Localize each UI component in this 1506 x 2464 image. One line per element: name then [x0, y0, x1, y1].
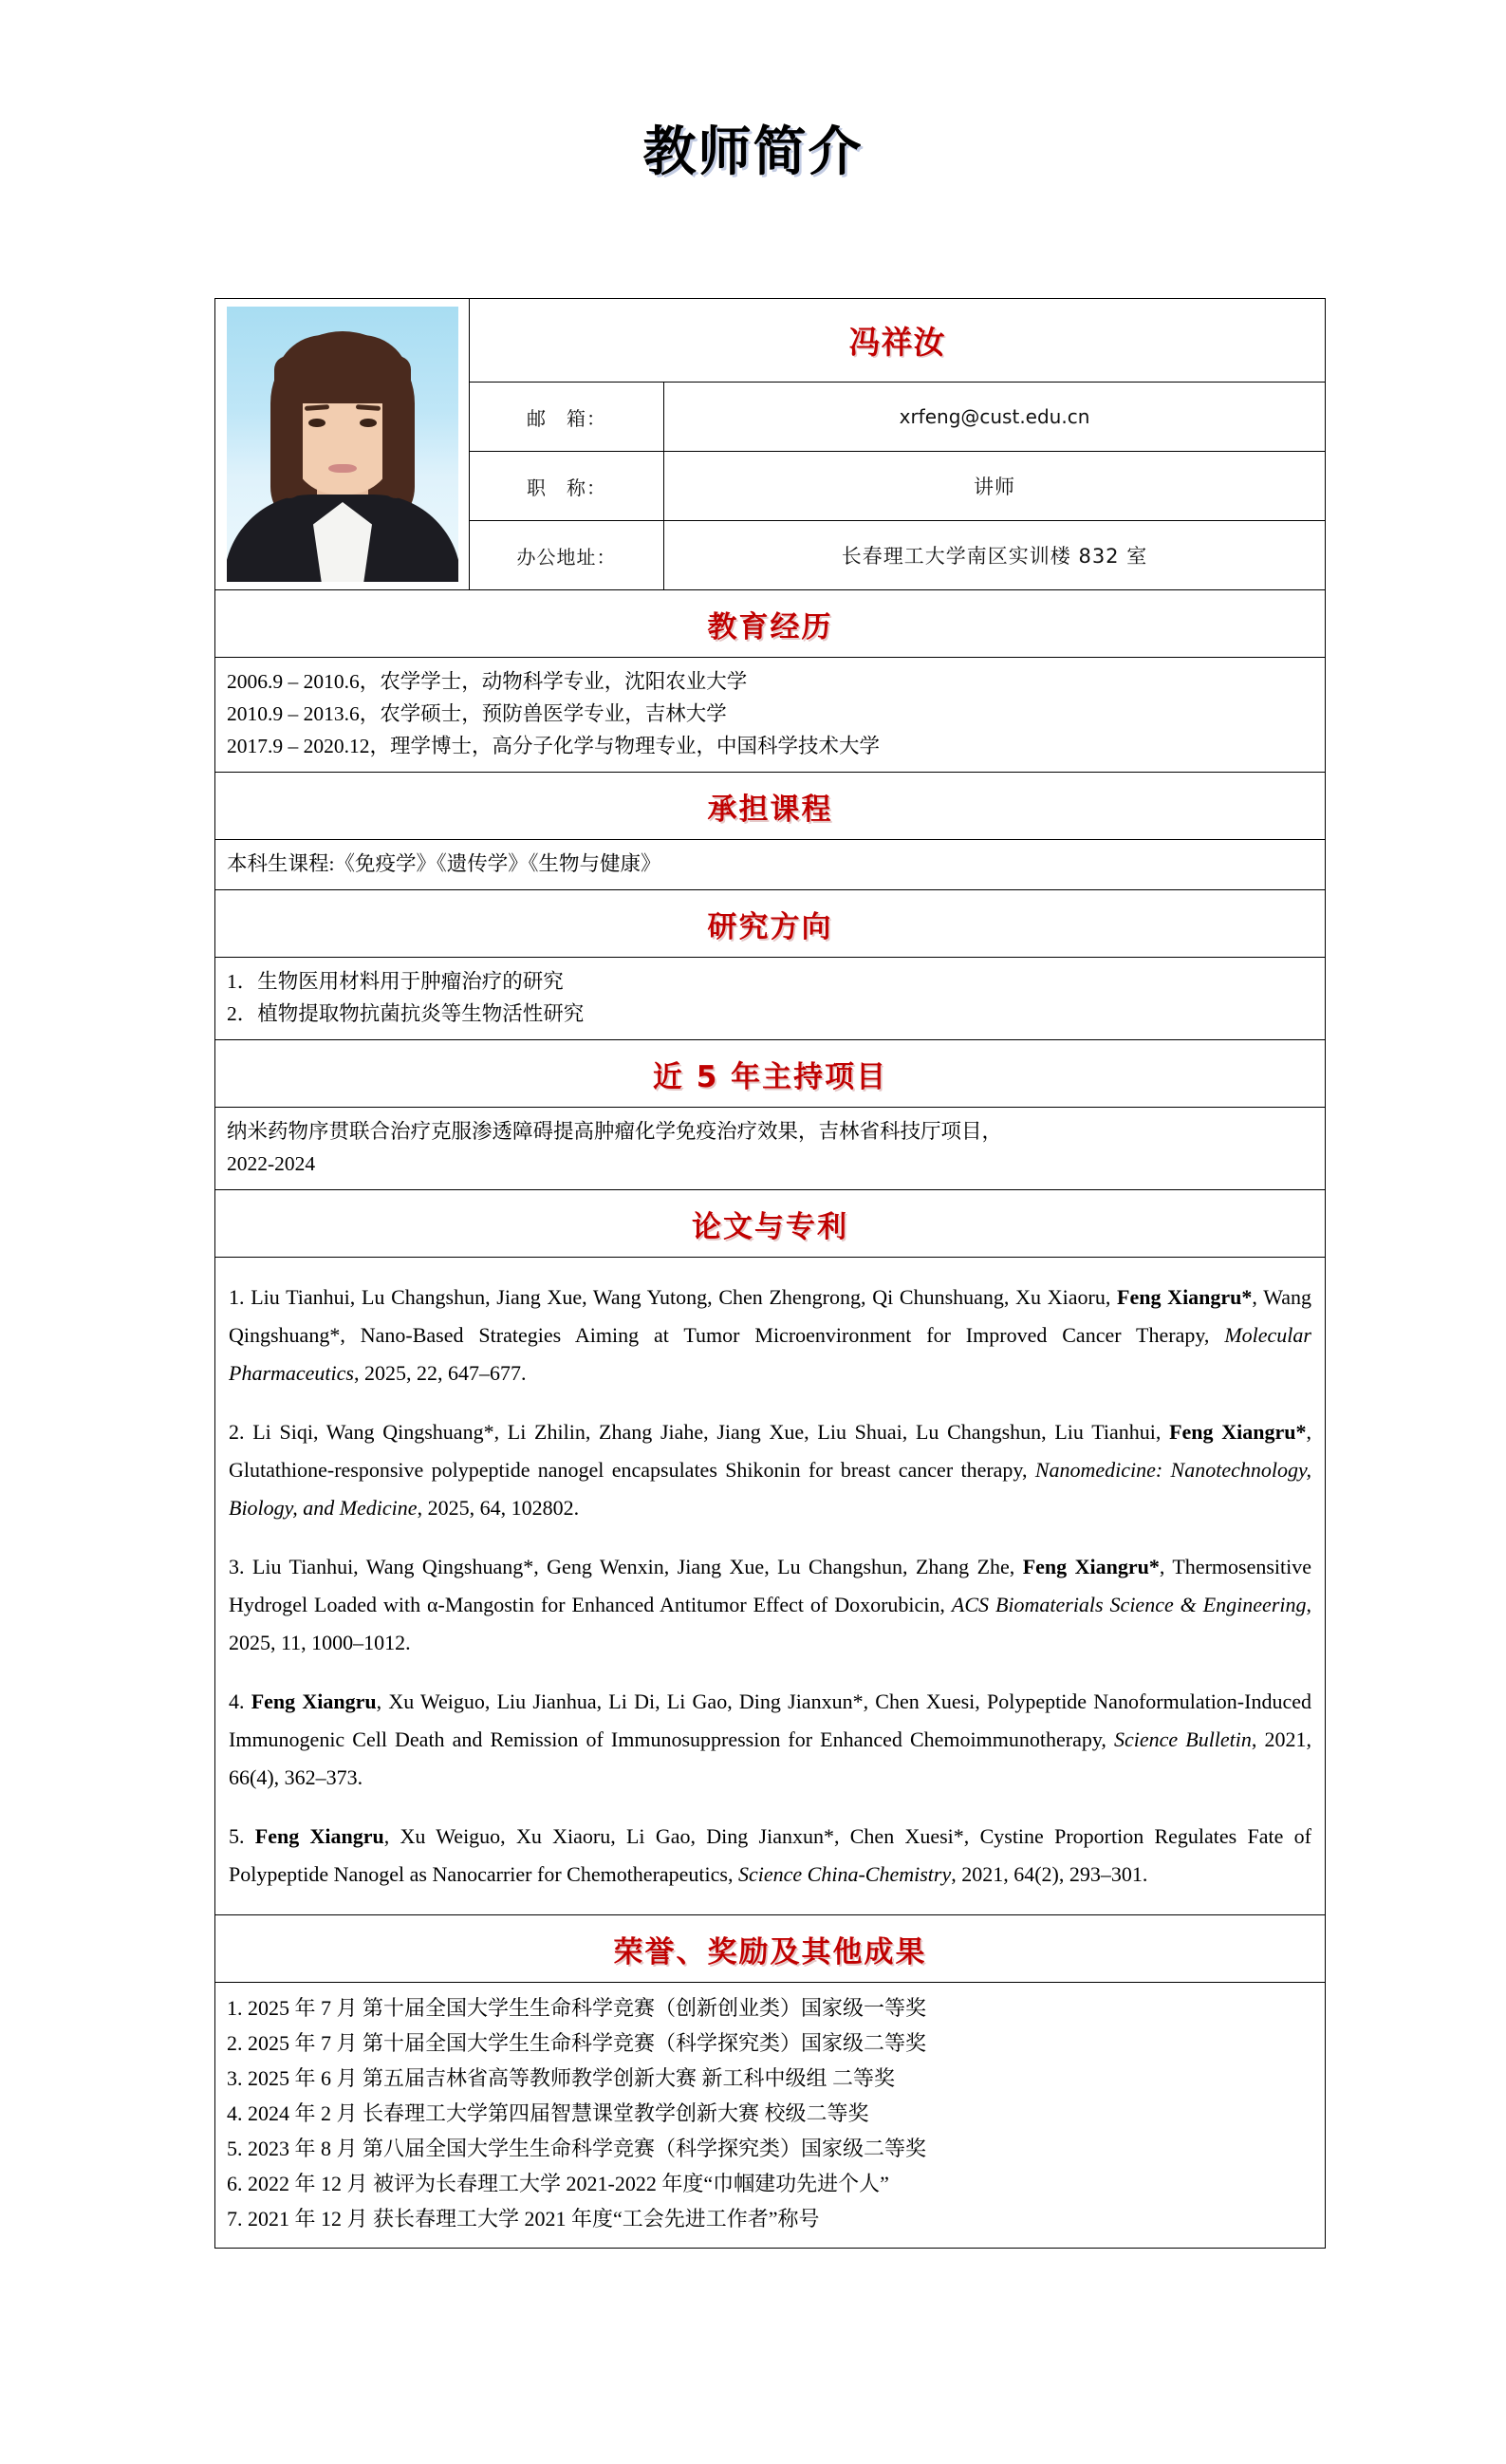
- table-row: [215, 1040, 1326, 1108]
- publication-journal: Science Bulletin: [1114, 1727, 1252, 1751]
- publication-index: 1.: [229, 1285, 251, 1309]
- publication-author-highlight: Feng Xiangru*: [1169, 1420, 1307, 1444]
- section-header-projects: [215, 1040, 1326, 1108]
- email-value[interactable]: xrfeng@cust.edu.cn: [664, 383, 1326, 452]
- publication-author-highlight: Feng Xiangru*: [1022, 1555, 1160, 1578]
- section-header-research-label: 研究方向: [707, 909, 833, 944]
- publication-journal: Molecular Pharmaceutics: [229, 1323, 1311, 1385]
- office-address-label: 办公地址：: [470, 521, 664, 590]
- publication-authors-post: , Glutathione-responsive polypeptide nanogel encapsulates Shikonin for breast cancer therapy,: [229, 1420, 1311, 1482]
- office-address-value: 长春理工大学南区实训楼 832 室: [664, 521, 1326, 590]
- education-body: [215, 658, 1326, 773]
- publication-tail: , 2021, 66(4), 362‒373.: [229, 1727, 1312, 1789]
- honor-line: 6. 2022 年 12 月 被评为长春理工大学 2021-2022 年度“巾帼建功先进个人”: [227, 2172, 889, 2195]
- publication-authors-pre: Liu Tianhui, Lu Changshun, Jiang Xue, Wang Yutong, Chen Zhengrong, Qi Chunshuang, Xu Xiaoru,: [251, 1285, 1118, 1309]
- projects-line: 纳米药物序贯联合治疗克服渗透障碍提高肿瘤化学免疫治疗效果，吉林省科技厅项目，: [227, 1120, 1003, 1143]
- publication-journal: Science China-Chemistry: [737, 1862, 952, 1886]
- faculty-name: 冯祥汝: [848, 324, 946, 362]
- publication-authors-post: , Thermosensitive Hydrogel Loaded with α-Mangostin for Enhanced Antitumor Effect of Doxorubicin,: [229, 1555, 1311, 1616]
- publication-tail: , 2025, 64, 102802.: [417, 1496, 580, 1520]
- publication-authors-pre: Liu Tianhui, Wang Qingshuang*, Geng Wenxin, Jiang Xue, Lu Changshun, Zhang Zhe,: [251, 1555, 1023, 1578]
- publication-item: [229, 1548, 1311, 1662]
- publication-authors-pre: Li Siqi, Wang Qingshuang*, Li Zhilin, Zhang Jiahe, Jiang Xue, Liu Shuai, Lu Changshun, Liu Tianhui,: [252, 1420, 1170, 1444]
- email-label: 邮 箱：: [470, 383, 664, 452]
- education-line: 2010.9 – 2013.6，农学硕士，预防兽医学专业，吉林大学: [227, 702, 727, 725]
- publication-authors-post: , Xu Weiguo, Liu Jianhua, Li Di, Li Gao, Ding Jianxun*, Chen Xuesi, Polypeptide Nanoformulation-Induced Immunogenic Cell Death and Remission of Immunosuppression for Enhanced Chemoimmunotherapy,: [229, 1689, 1311, 1751]
- table-row: [215, 299, 1326, 383]
- section-header-courses-label: 承担课程: [707, 792, 833, 827]
- table-row: [215, 890, 1326, 958]
- publication-item: [229, 1279, 1311, 1392]
- section-header-projects-label: 近 5 年主持项目: [652, 1059, 888, 1094]
- publication-author-highlight: Feng Xiangru: [254, 1824, 384, 1848]
- research-body: [215, 958, 1326, 1040]
- faculty-profile-table: [214, 298, 1326, 2249]
- honor-line: 7. 2021 年 12 月 获长春理工大学 2021 年度“工会先进工作者”称号: [227, 2207, 820, 2231]
- education-line: 2017.9 – 2020.12，理学博士，高分子化学与物理专业，中国科学技术大学: [227, 735, 881, 757]
- section-header-research: [215, 890, 1326, 958]
- publication-authors-post: , Xu Weiguo, Xu Xiaoru, Li Gao, Ding Jianxun*, Chen Xuesi*, Cystine Proportion Regulates Fate of Polypeptide Nanogel as Nanocarrier for Chemotherapeutics,: [229, 1824, 1311, 1886]
- publication-tail: , 2025, 11, 1000‒1012.: [229, 1593, 1311, 1654]
- table-row: [215, 1915, 1326, 1983]
- portrait-hair-left: [274, 356, 303, 498]
- projects-body: [215, 1108, 1326, 1190]
- publication-journal: ACS Biomaterials Science & Engineering: [951, 1593, 1307, 1616]
- publication-index: 3.: [229, 1555, 252, 1578]
- table-row: [215, 773, 1326, 840]
- education-line: 2006.9 – 2010.6，农学学士，动物科学专业，沈阳农业大学: [227, 670, 748, 693]
- portrait-photo-cell: [215, 299, 470, 590]
- publication-author-highlight: Feng Xiangru: [251, 1689, 377, 1713]
- table-row: [215, 958, 1326, 1040]
- publication-author-highlight: Feng Xiangru*: [1117, 1285, 1253, 1309]
- publications-body: [215, 1258, 1326, 1915]
- honor-line: 2. 2025 年 7 月 第十届全国大学生生命科学竞赛（科学探究类）国家级二等奖: [227, 2031, 927, 2055]
- job-title-label: 职 称：: [470, 452, 664, 521]
- portrait-hair-right: [382, 356, 411, 498]
- avatar: [227, 307, 458, 582]
- publication-index: 5.: [229, 1824, 255, 1848]
- table-row: [215, 1258, 1326, 1915]
- table-row: [215, 1108, 1326, 1190]
- table-row: [215, 1190, 1326, 1258]
- table-row: [215, 840, 1326, 890]
- honors-body: [215, 1983, 1326, 2249]
- table-row: [215, 1983, 1326, 2249]
- publication-journal: Nanomedicine: Nanotechnology, Biology, and Medicine: [229, 1458, 1312, 1520]
- research-line: 1．生物医用材料用于肿瘤治疗的研究: [227, 970, 564, 993]
- table-row: [215, 590, 1326, 658]
- section-header-education-label: 教育经历: [707, 609, 833, 644]
- job-title-value: 讲师: [664, 452, 1326, 521]
- publication-index: 4.: [229, 1689, 251, 1713]
- section-header-honors: [215, 1915, 1326, 1983]
- faculty-name-cell: [470, 299, 1326, 383]
- honor-line: 5. 2023 年 8 月 第八届全国大学生生命科学竞赛（科学探究类）国家级二等奖: [227, 2137, 927, 2160]
- section-header-education: [215, 590, 1326, 658]
- honor-line: 1. 2025 年 7 月 第十届全国大学生生命科学竞赛（创新创业类）国家级一等奖: [227, 1996, 927, 2020]
- honor-line: 4. 2024 年 2 月 长春理工大学第四届智慧课堂教学创新大赛 校级二等奖: [227, 2101, 869, 2125]
- projects-line: 2022-2024: [227, 1152, 316, 1175]
- table-row: [215, 658, 1326, 773]
- portrait-eye-right: [360, 419, 377, 427]
- publication-item: [229, 1413, 1311, 1527]
- section-header-courses: [215, 773, 1326, 840]
- publication-authors-post: , Wang Qingshuang*, Nano-Based Strategies Aiming at Tumor Microenvironment for Improved Cancer Therapy,: [229, 1285, 1311, 1347]
- section-header-publications-label: 论文与专利: [692, 1209, 848, 1244]
- section-header-publications: [215, 1190, 1326, 1258]
- section-header-honors-label: 荣誉、奖励及其他成果: [613, 1934, 927, 1969]
- courses-body: [215, 840, 1326, 890]
- publication-tail: , 2025, 22, 647‒677.: [353, 1361, 527, 1385]
- publication-index: 2.: [229, 1420, 253, 1444]
- courses-line: 本科生课程:《免疫学》《遗传学》《生物与健康》: [227, 852, 661, 875]
- research-line: 2．植物提取物抗菌抗炎等生物活性研究: [227, 1002, 585, 1025]
- publication-item: [229, 1683, 1311, 1797]
- page-title: 教师简介: [642, 121, 864, 183]
- publication-item: [229, 1818, 1311, 1894]
- portrait-mouth: [328, 464, 357, 473]
- publication-tail: , 2021, 64(2), 293‒301.: [951, 1862, 1148, 1886]
- honor-line: 3. 2025 年 6 月 第五届吉林省高等教师教学创新大赛 新工科中级组 二等奖: [227, 2066, 896, 2090]
- portrait-eye-left: [308, 419, 325, 427]
